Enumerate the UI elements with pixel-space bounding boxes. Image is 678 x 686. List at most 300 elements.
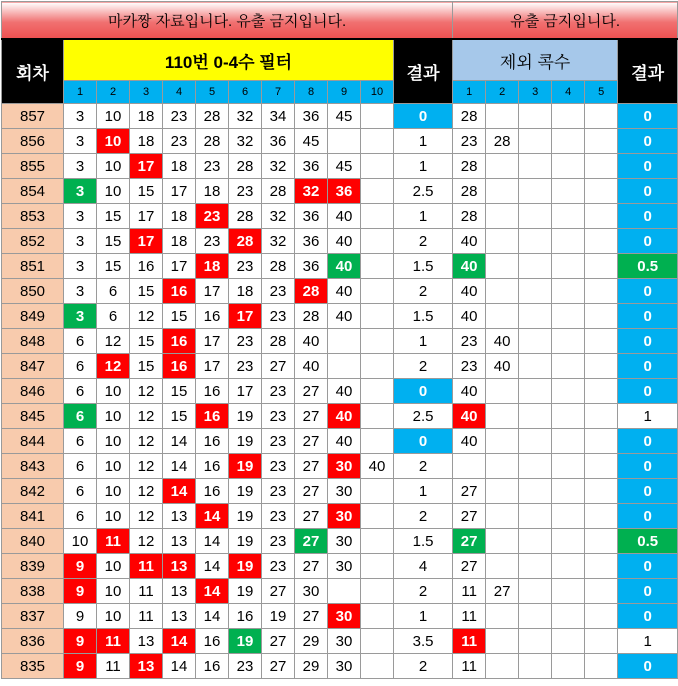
- exclude-number: 27: [453, 479, 486, 504]
- result-value: 2: [394, 654, 453, 679]
- filter-number: 40: [328, 279, 361, 304]
- final-result-value: 0: [618, 654, 678, 679]
- exclude-number: [552, 129, 585, 154]
- exclude-number: [486, 279, 519, 304]
- filter-number: 6: [64, 404, 97, 429]
- filter-number: 23: [262, 454, 295, 479]
- filter-number: [361, 629, 394, 654]
- filter-number: 45: [328, 154, 361, 179]
- filter-number: 30: [328, 529, 361, 554]
- exclude-title: 제외 콕수: [453, 39, 618, 81]
- exclude-number: [552, 654, 585, 679]
- exclude-number: [519, 654, 552, 679]
- exclude-number: [552, 479, 585, 504]
- filter-number: [361, 354, 394, 379]
- table-row: [2, 479, 678, 504]
- exclude-number: [486, 104, 519, 129]
- filter-number: 27: [295, 404, 328, 429]
- exclude-col-index: 5: [585, 81, 618, 104]
- result-value: 3.5: [394, 629, 453, 654]
- filter-number: 15: [163, 304, 196, 329]
- round-number: 841: [2, 504, 64, 529]
- right-banner: 유출 금지입니다.: [453, 2, 678, 40]
- table-row: [2, 429, 678, 454]
- exclude-number: 40: [486, 354, 519, 379]
- filter-number: 15: [130, 179, 163, 204]
- exclude-number: [585, 304, 618, 329]
- round-header: 회차: [2, 39, 64, 104]
- filter-number: 27: [295, 454, 328, 479]
- round-number: 847: [2, 354, 64, 379]
- exclude-number: [486, 229, 519, 254]
- filter-number: 12: [130, 404, 163, 429]
- exclude-number: [519, 104, 552, 129]
- final-result-value: 0: [618, 204, 678, 229]
- round-number: 836: [2, 629, 64, 654]
- exclude-number: [486, 254, 519, 279]
- filter-number: 14: [196, 604, 229, 629]
- filter-number: 40: [328, 404, 361, 429]
- filter-number: 10: [97, 129, 130, 154]
- result-value: 1.5: [394, 254, 453, 279]
- exclude-number: [486, 604, 519, 629]
- filter-number: 14: [196, 504, 229, 529]
- filter-number: 28: [295, 279, 328, 304]
- filter-number: 12: [97, 354, 130, 379]
- exclude-number: 40: [486, 329, 519, 354]
- exclude-number: [552, 279, 585, 304]
- filter-number: 16: [130, 254, 163, 279]
- filter-number: 15: [163, 404, 196, 429]
- filter-number: 19: [262, 604, 295, 629]
- table-row: [2, 504, 678, 529]
- exclude-number: 28: [453, 204, 486, 229]
- filter-number: 23: [196, 229, 229, 254]
- filter-number: 36: [295, 229, 328, 254]
- filter-number: 15: [130, 279, 163, 304]
- filter-number: 10: [97, 579, 130, 604]
- filter-number: 6: [64, 329, 97, 354]
- exclude-number: [486, 304, 519, 329]
- exclude-number: [585, 479, 618, 504]
- filter-number: 14: [196, 554, 229, 579]
- filter-number: [361, 654, 394, 679]
- result-value: 1: [394, 204, 453, 229]
- filter-number: [361, 179, 394, 204]
- exclude-number: 40: [453, 404, 486, 429]
- result-value: 2: [394, 454, 453, 479]
- exclude-number: [519, 279, 552, 304]
- filter-number: 3: [64, 129, 97, 154]
- result-value: 1.5: [394, 529, 453, 554]
- filter-number: 45: [295, 129, 328, 154]
- filter-col-index: 5: [196, 81, 229, 104]
- filter-number: 17: [130, 204, 163, 229]
- filter-number: 14: [196, 529, 229, 554]
- filter-number: 17: [196, 329, 229, 354]
- exclude-col-index: 4: [552, 81, 585, 104]
- lottery-filter-sheet: [1, 1, 678, 679]
- exclude-number: [552, 104, 585, 129]
- filter-number: 10: [97, 554, 130, 579]
- filter-number: 34: [262, 104, 295, 129]
- filter-number: 3: [64, 104, 97, 129]
- exclude-number: 23: [453, 354, 486, 379]
- filter-number: 27: [295, 479, 328, 504]
- exclude-number: 28: [453, 154, 486, 179]
- filter-number: 17: [196, 354, 229, 379]
- filter-number: 18: [229, 279, 262, 304]
- filter-number: 32: [262, 204, 295, 229]
- filter-number: 19: [229, 504, 262, 529]
- exclude-number: [552, 404, 585, 429]
- filter-number: 9: [64, 604, 97, 629]
- table-row: [2, 279, 678, 304]
- result-value: 0: [394, 429, 453, 454]
- filter-number: 32: [229, 129, 262, 154]
- filter-number: 11: [97, 654, 130, 679]
- round-number: 840: [2, 529, 64, 554]
- result-value: 1: [394, 154, 453, 179]
- final-result-value: 0: [618, 279, 678, 304]
- filter-number: 14: [163, 479, 196, 504]
- exclude-number: [585, 604, 618, 629]
- filter-number: 13: [130, 629, 163, 654]
- filter-number: 30: [295, 579, 328, 604]
- filter-number: 19: [229, 429, 262, 454]
- round-number: 838: [2, 579, 64, 604]
- exclude-number: [486, 504, 519, 529]
- exclude-number: [486, 654, 519, 679]
- exclude-number: [585, 554, 618, 579]
- result-value: 2: [394, 279, 453, 304]
- filter-number: [361, 304, 394, 329]
- filter-number: 12: [130, 504, 163, 529]
- exclude-number: [519, 229, 552, 254]
- filter-number: 40: [295, 329, 328, 354]
- filter-number: 36: [328, 179, 361, 204]
- filter-number: 18: [163, 229, 196, 254]
- filter-number: 11: [130, 554, 163, 579]
- round-number: 837: [2, 604, 64, 629]
- filter-number: 15: [130, 354, 163, 379]
- exclude-number: [486, 179, 519, 204]
- filter-number: 36: [295, 204, 328, 229]
- exclude-col-index: 2: [486, 81, 519, 104]
- exclude-number: [519, 154, 552, 179]
- exclude-number: [585, 204, 618, 229]
- filter-number: 12: [97, 329, 130, 354]
- filter-number: 28: [229, 154, 262, 179]
- exclude-number: [552, 204, 585, 229]
- exclude-number: [486, 454, 519, 479]
- table-row: [2, 654, 678, 679]
- filter-number: 28: [295, 304, 328, 329]
- filter-number: 28: [262, 254, 295, 279]
- round-number: 843: [2, 454, 64, 479]
- filter-number: 17: [196, 279, 229, 304]
- filter-number: [361, 254, 394, 279]
- filter-number: 15: [163, 379, 196, 404]
- filter-number: 17: [229, 304, 262, 329]
- exclude-number: [585, 279, 618, 304]
- exclude-number: [585, 104, 618, 129]
- exclude-number: [552, 229, 585, 254]
- round-number: 851: [2, 254, 64, 279]
- filter-number: 15: [97, 229, 130, 254]
- filter-number: 14: [163, 629, 196, 654]
- filter-number: 29: [295, 629, 328, 654]
- filter-number: 40: [328, 254, 361, 279]
- table-row: [2, 179, 678, 204]
- exclude-number: 11: [453, 604, 486, 629]
- filter-number: 40: [328, 429, 361, 454]
- filter-number: 18: [196, 179, 229, 204]
- filter-number: 14: [163, 654, 196, 679]
- round-number: 842: [2, 479, 64, 504]
- filter-number: 30: [328, 654, 361, 679]
- exclude-number: [585, 454, 618, 479]
- filter-number: 9: [64, 654, 97, 679]
- result-value: 0: [394, 379, 453, 404]
- exclude-number: [519, 254, 552, 279]
- exclude-number: [519, 504, 552, 529]
- filter-number: [361, 554, 394, 579]
- filter-number: 10: [97, 104, 130, 129]
- filter-number: 28: [196, 129, 229, 154]
- filter-number: 19: [229, 579, 262, 604]
- filter-number: 36: [295, 154, 328, 179]
- exclude-number: 40: [453, 254, 486, 279]
- exclude-number: [585, 579, 618, 604]
- filter-number: 6: [64, 454, 97, 479]
- filter-number: 6: [64, 429, 97, 454]
- filter-number: 3: [64, 254, 97, 279]
- exclude-number: 27: [453, 554, 486, 579]
- filter-number: 12: [130, 529, 163, 554]
- filter-number: 15: [130, 329, 163, 354]
- filter-number: 29: [295, 654, 328, 679]
- filter-number: 6: [64, 504, 97, 529]
- round-number: 855: [2, 154, 64, 179]
- filter-number: 40: [328, 304, 361, 329]
- final-result-value: 0: [618, 129, 678, 154]
- filter-number: 32: [262, 154, 295, 179]
- exclude-number: [486, 204, 519, 229]
- exclude-number: [486, 154, 519, 179]
- filter-number: 27: [295, 504, 328, 529]
- filter-number: [328, 329, 361, 354]
- filter-number: 18: [196, 254, 229, 279]
- exclude-number: [519, 479, 552, 504]
- filter-number: [361, 379, 394, 404]
- filter-number: 27: [295, 554, 328, 579]
- exclude-number: 27: [453, 529, 486, 554]
- round-number: 848: [2, 329, 64, 354]
- exclude-number: [519, 179, 552, 204]
- exclude-number: [519, 554, 552, 579]
- filter-number: 9: [64, 554, 97, 579]
- filter-number: 19: [229, 629, 262, 654]
- filter-number: 13: [163, 529, 196, 554]
- filter-number: 23: [262, 554, 295, 579]
- filter-number: 10: [97, 154, 130, 179]
- filter-number: 6: [64, 479, 97, 504]
- table-row: [2, 304, 678, 329]
- filter-number: 40: [328, 229, 361, 254]
- filter-number: [361, 604, 394, 629]
- filter-number: 27: [295, 529, 328, 554]
- exclude-number: [552, 554, 585, 579]
- exclude-number: [552, 529, 585, 554]
- final-result-value: 0: [618, 354, 678, 379]
- filter-number: 16: [163, 354, 196, 379]
- filter-number: 18: [130, 104, 163, 129]
- result-value: 2.5: [394, 179, 453, 204]
- table-row: [2, 604, 678, 629]
- exclude-number: [519, 604, 552, 629]
- table-row: [2, 629, 678, 654]
- table-row: [2, 254, 678, 279]
- filter-number: 32: [262, 229, 295, 254]
- result-value: 2: [394, 229, 453, 254]
- filter-number: 28: [229, 204, 262, 229]
- filter-number: 10: [97, 479, 130, 504]
- filter-col-index: 2: [97, 81, 130, 104]
- filter-col-index: 10: [361, 81, 394, 104]
- exclude-number: 27: [453, 504, 486, 529]
- table-row: [2, 204, 678, 229]
- final-result-value: 0: [618, 579, 678, 604]
- filter-number: 27: [262, 354, 295, 379]
- exclude-number: 40: [453, 229, 486, 254]
- filter-number: 19: [229, 529, 262, 554]
- filter-number: 6: [64, 354, 97, 379]
- filter-number: 13: [163, 504, 196, 529]
- filter-col-index: 1: [64, 81, 97, 104]
- filter-number: 23: [262, 404, 295, 429]
- exclude-number: [552, 454, 585, 479]
- filter-number: 14: [196, 579, 229, 604]
- exclude-number: [585, 379, 618, 404]
- filter-number: 23: [262, 529, 295, 554]
- exclude-number: [519, 304, 552, 329]
- exclude-number: [486, 429, 519, 454]
- filter-number: [361, 579, 394, 604]
- exclude-number: [585, 629, 618, 654]
- result-value: 2: [394, 504, 453, 529]
- result-value: 1: [394, 329, 453, 354]
- exclude-number: [585, 504, 618, 529]
- final-result-value: 0.5: [618, 529, 678, 554]
- filter-col-index: 7: [262, 81, 295, 104]
- exclude-number: [552, 429, 585, 454]
- filter-number: 36: [295, 254, 328, 279]
- filter-number: 17: [229, 379, 262, 404]
- filter-number: [328, 579, 361, 604]
- filter-number: 17: [130, 229, 163, 254]
- exclude-number: [585, 529, 618, 554]
- exclude-number: [552, 504, 585, 529]
- exclude-number: 11: [453, 629, 486, 654]
- exclude-number: [552, 604, 585, 629]
- filter-number: 27: [295, 379, 328, 404]
- exclude-number: [519, 429, 552, 454]
- exclude-number: 40: [453, 279, 486, 304]
- filter-number: 9: [64, 579, 97, 604]
- filter-number: 12: [130, 429, 163, 454]
- final-result-value: 0: [618, 604, 678, 629]
- left-banner: 마카짱 자료입니다. 유출 금지입니다.: [2, 2, 453, 40]
- result-value: 1: [394, 479, 453, 504]
- result-value: 1.5: [394, 304, 453, 329]
- filter-number: [361, 229, 394, 254]
- filter-number: 23: [196, 204, 229, 229]
- exclude-number: 11: [453, 579, 486, 604]
- exclude-number: [585, 129, 618, 154]
- filter-number: 10: [97, 179, 130, 204]
- round-number: 852: [2, 229, 64, 254]
- final-result-value: 0: [618, 104, 678, 129]
- exclude-number: 28: [486, 129, 519, 154]
- filter-number: 19: [229, 554, 262, 579]
- exclude-number: [585, 654, 618, 679]
- exclude-number: [519, 354, 552, 379]
- table-row: [2, 554, 678, 579]
- filter-number: 32: [295, 179, 328, 204]
- filter-number: 27: [295, 604, 328, 629]
- filter-number: [361, 329, 394, 354]
- round-number: 839: [2, 554, 64, 579]
- filter-number: 23: [262, 279, 295, 304]
- filter-number: 40: [361, 454, 394, 479]
- table-row: [2, 154, 678, 179]
- exclude-number: [519, 404, 552, 429]
- exclude-number: [486, 554, 519, 579]
- exclude-number: [519, 454, 552, 479]
- final-result-value: 0: [618, 154, 678, 179]
- filter-number: 3: [64, 304, 97, 329]
- filter-number: 36: [295, 104, 328, 129]
- final-result-value: 0: [618, 554, 678, 579]
- filter-number: 16: [196, 404, 229, 429]
- filter-number: [361, 479, 394, 504]
- filter-number: 12: [130, 304, 163, 329]
- filter-number: 40: [328, 379, 361, 404]
- filter-number: 17: [163, 254, 196, 279]
- final-result-value: 0: [618, 229, 678, 254]
- filter-number: 23: [229, 179, 262, 204]
- table-row: [2, 129, 678, 154]
- filter-number: 6: [97, 304, 130, 329]
- filter-number: [361, 429, 394, 454]
- filter-number: 19: [229, 404, 262, 429]
- filter-number: 16: [163, 279, 196, 304]
- exclude-number: [585, 229, 618, 254]
- filter-number: 23: [262, 429, 295, 454]
- filter-number: 16: [229, 604, 262, 629]
- filter-col-index: 6: [229, 81, 262, 104]
- filter-number: 9: [64, 629, 97, 654]
- filter-number: 18: [163, 204, 196, 229]
- filter-col-index: 4: [163, 81, 196, 104]
- data-rows: [2, 104, 678, 679]
- final-result-value: 0: [618, 304, 678, 329]
- round-number: 844: [2, 429, 64, 454]
- filter-col-index: 8: [295, 81, 328, 104]
- filter-number: 13: [163, 579, 196, 604]
- filter-number: 23: [229, 329, 262, 354]
